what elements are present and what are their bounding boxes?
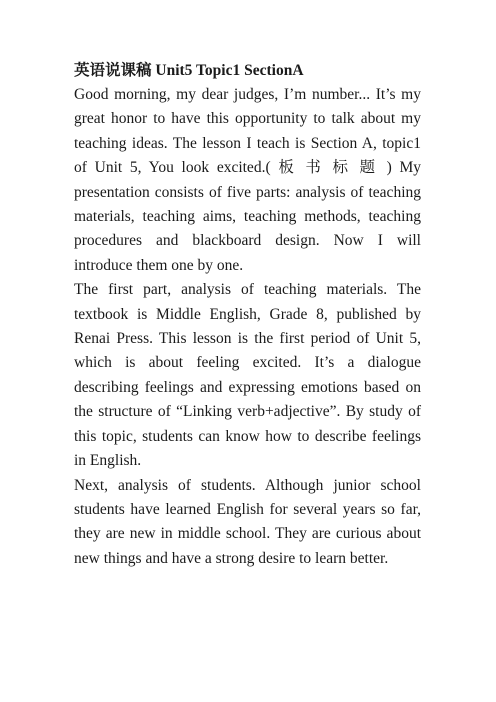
document-page <box>74 58 421 571</box>
paragraph-teaching-materials: The first part, analysis of teaching materials. The textbook is Middle English, Grade 8, published by Renai Press. This lesson is the first period of Unit 5, which is about feeling excited. It’s a dialogue describing feelings and expressing emotions based on the structure of “Linking verb+adjective”. By study of this topic, students can know how to describe feelings in English. <box>74 281 421 470</box>
paragraph-students: Next, analysis of students. Although junior school students have learned English for several years so far, they are new in middle school. They are curious about new things and have a strong desire to learn better. <box>74 476 421 567</box>
paragraph-introduction: Good morning, my dear judges, I’m number... It’s my great honor to have this opportunity to talk about my teaching ideas. The lesson I teach is Section A, topic1 of Unit 5, You look excited.( 板 书 标 题 ) My presentation consists of five parts: analysis of teaching materials, teaching aims, teaching methods, teaching procedures and blackboard design. Now I will introduce them one by one. <box>74 86 421 274</box>
document-title: 英语说课稿 Unit5 Topic1 SectionA <box>74 62 304 79</box>
